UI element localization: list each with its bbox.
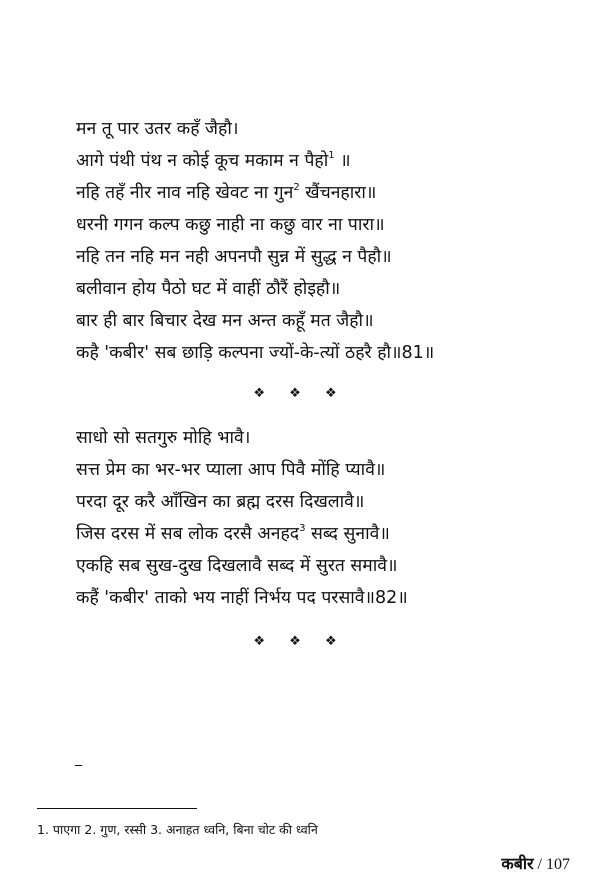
verse-line: परदा दूर करै आँखिन का ब्रह्म दरस दिखलावै॥ [76, 492, 365, 512]
page-separator: / [533, 856, 546, 873]
section-divider-ornament: ❖ ❖ ❖ [253, 634, 347, 649]
verse-line: नहि तहँ नीर नाव नहि खेवट ना गुन$^2$ खैंचनहारा॥ [76, 182, 377, 203]
verse-line: मन तू पार उतर कहँ जैहौ। [76, 119, 239, 139]
verse-line: धरनी गगन कल्प कछु नाही ना कछु वार ना पारा॥ [76, 215, 385, 235]
poem-stanza-81 [76, 113, 434, 369]
stray-ink-mark: ꣻ [74, 762, 84, 777]
page-number: 107 [546, 856, 570, 873]
footnote-separator-line [37, 808, 197, 809]
verse-line: जिस दरस में सब लोक दरसै अनहद$^3$ सब्द सुनावै॥ [76, 523, 390, 544]
footnote-ref-1: 1 [328, 150, 335, 161]
verse-line: साधो सो सतगुरु मोहि भावै। [76, 428, 251, 448]
verse-line: एकहि सब सुख-दुख दिखलावै सब्द में सुरत समावै॥ [76, 556, 398, 576]
poem-stanza-82 [76, 422, 408, 614]
verse-line: कहैं 'कबीर' ताको भय नाहीं निर्भय पद परसावै॥82॥ [76, 588, 408, 608]
verse-line: आगे पंथी पंथ न कोई कूच मकाम न पैहो$^1$ ॥ [76, 150, 351, 171]
footnote-ref-3: 3 [299, 523, 306, 534]
verse-line: बलीवान होय पैठो घट में वाहीं ठौरैं होइहौ॥ [76, 279, 341, 299]
verse-line: सत्त प्रेम का भर-भर प्याला आप पिवै मोंहि प्यावै॥ [76, 460, 386, 480]
footnote-ref-2: 2 [293, 182, 300, 193]
verse-line: बार ही बार बिचार देख मन अन्त कहूँ मत जैहौ॥ [76, 311, 374, 331]
verse-line: कहै 'कबीर' सब छाड़ि कल्पना ज्यों-के-त्यों ठहरै हौ॥81॥ [76, 343, 435, 363]
page-footer [501, 852, 570, 874]
section-divider-ornament: ❖ ❖ ❖ [253, 386, 347, 401]
book-title: कबीर [501, 854, 534, 873]
verse-line: नहि तन नहि मन नही अपनपौ सुन्न में सुद्ध न पैहौ॥ [76, 247, 392, 267]
footnote-text: 1. पाएगा 2. गुण, रस्सी 3. अनाहत ध्वनि, बिना चोट की ध्वनि [37, 822, 318, 837]
